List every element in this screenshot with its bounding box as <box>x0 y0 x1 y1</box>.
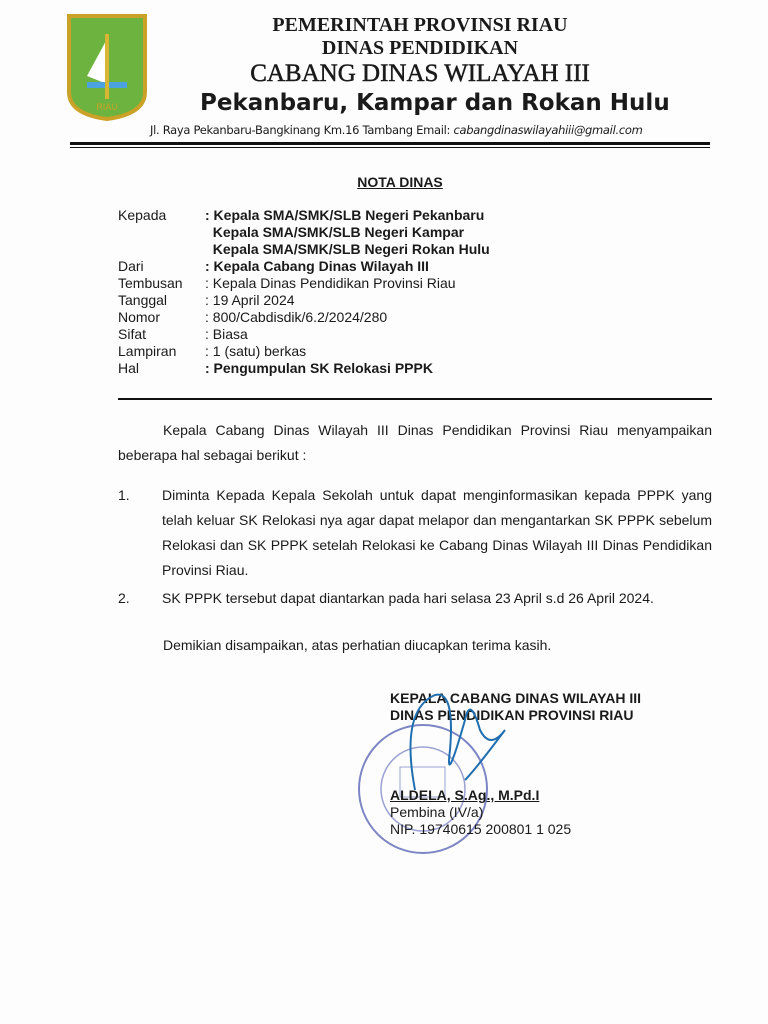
signatory-name: ALDELA, S.Ag., M.Pd.I <box>390 787 540 803</box>
meta-value: : Biasa <box>205 326 248 342</box>
meta-divider <box>118 398 712 400</box>
meta-value: Kepala SMA/SMK/SLB Negeri Kampar <box>205 224 465 240</box>
closing-paragraph: Demikian disampaikan, atas perhatian diucapkan terima kasih. <box>163 637 552 653</box>
meta-row <box>118 275 712 292</box>
header-address: Jl. Raya Pekanbaru-Bangkinang Km.16 Tambang Email: cabangdinaswilayahiii@gmail.com <box>150 123 643 137</box>
meta-row <box>118 360 712 377</box>
meta-label: Hal <box>118 360 140 376</box>
meta-row <box>118 292 712 309</box>
meta-row <box>118 309 712 326</box>
list-item: 2. SK PPPK tersebut dapat diantarkan pada hari selasa 23 April s.d 26 April 2024. <box>118 590 654 606</box>
meta-row <box>118 207 712 224</box>
meta-value: : Kepala Cabang Dinas Wilayah III <box>205 258 429 274</box>
signatory-nip: NIP. 19740615 200801 1 025 <box>390 821 572 837</box>
document-title: NOTA DINAS <box>357 174 443 190</box>
meta-row <box>118 343 712 360</box>
meta-row <box>118 258 712 275</box>
meta-value: : Kepala Dinas Pendidikan Provinsi Riau <box>205 275 456 291</box>
meta-label: Tanggal <box>118 292 168 308</box>
meta-value: : 19 April 2024 <box>205 292 295 308</box>
meta-label: Kepada <box>118 207 167 223</box>
header-divider <box>70 142 710 148</box>
meta-label: Nomor <box>118 309 161 325</box>
meta-value: : Pengumpulan SK Relokasi PPPK <box>205 360 433 376</box>
header-region: Pekanbaru, Kampar dan Rokan Hulu <box>200 90 670 116</box>
meta-row <box>118 326 712 343</box>
meta-value: : 800/Cabdisdik/6.2/2024/280 <box>205 309 388 325</box>
meta-value: : Kepala SMA/SMK/SLB Negeri Pekanbaru <box>205 207 485 223</box>
header-agency: DINAS PENDIDIKAN <box>321 37 519 59</box>
signatory-position-2: DINAS PENDIDIKAN PROVINSI RIAU <box>390 707 634 723</box>
meta-label: Lampiran <box>118 343 177 359</box>
list-item: 1. Diminta Kepada Kepala Sekolah untuk dapat menginformasikan kepada PPPK yang telah keluar SK Relokasi nya agar dapat melapor dan mengantarkan SK PPPK sebelum Relokasi dan SK PPPK setelah Relokasi ke Cabang Dinas Wilayah III Dinas Pendidikan Provinsi Riau. <box>118 487 712 578</box>
meta-label: Sifat <box>118 326 147 342</box>
meta-label: Tembusan <box>118 275 183 291</box>
signatory-rank: Pembina (IV/a) <box>390 804 484 820</box>
header-government: PEMERINTAH PROVINSI RIAU <box>272 14 568 36</box>
signature-icon <box>395 690 515 800</box>
riau-logo-icon <box>67 14 147 121</box>
meta-value: : 1 (satu) berkas <box>205 343 307 359</box>
meta-row <box>118 241 712 258</box>
header-email: cabangdinaswilayahiii@gmail.com <box>453 123 643 137</box>
meta-row <box>118 224 712 241</box>
intro-paragraph: Kepala Cabang Dinas Wilayah III Dinas Pendidikan Provinsi Riau menyampaikan beberapa hal sebagai berikut : <box>118 422 712 463</box>
meta-label: Dari <box>118 258 144 274</box>
meta-value: Kepala SMA/SMK/SLB Negeri Rokan Hulu <box>205 241 490 257</box>
header-branch: CABANG DINAS WILAYAH III <box>250 60 590 87</box>
signatory-position-1: KEPALA CABANG DINAS WILAYAH III <box>390 690 641 706</box>
svg-text:RIAU: RIAU <box>96 102 118 112</box>
